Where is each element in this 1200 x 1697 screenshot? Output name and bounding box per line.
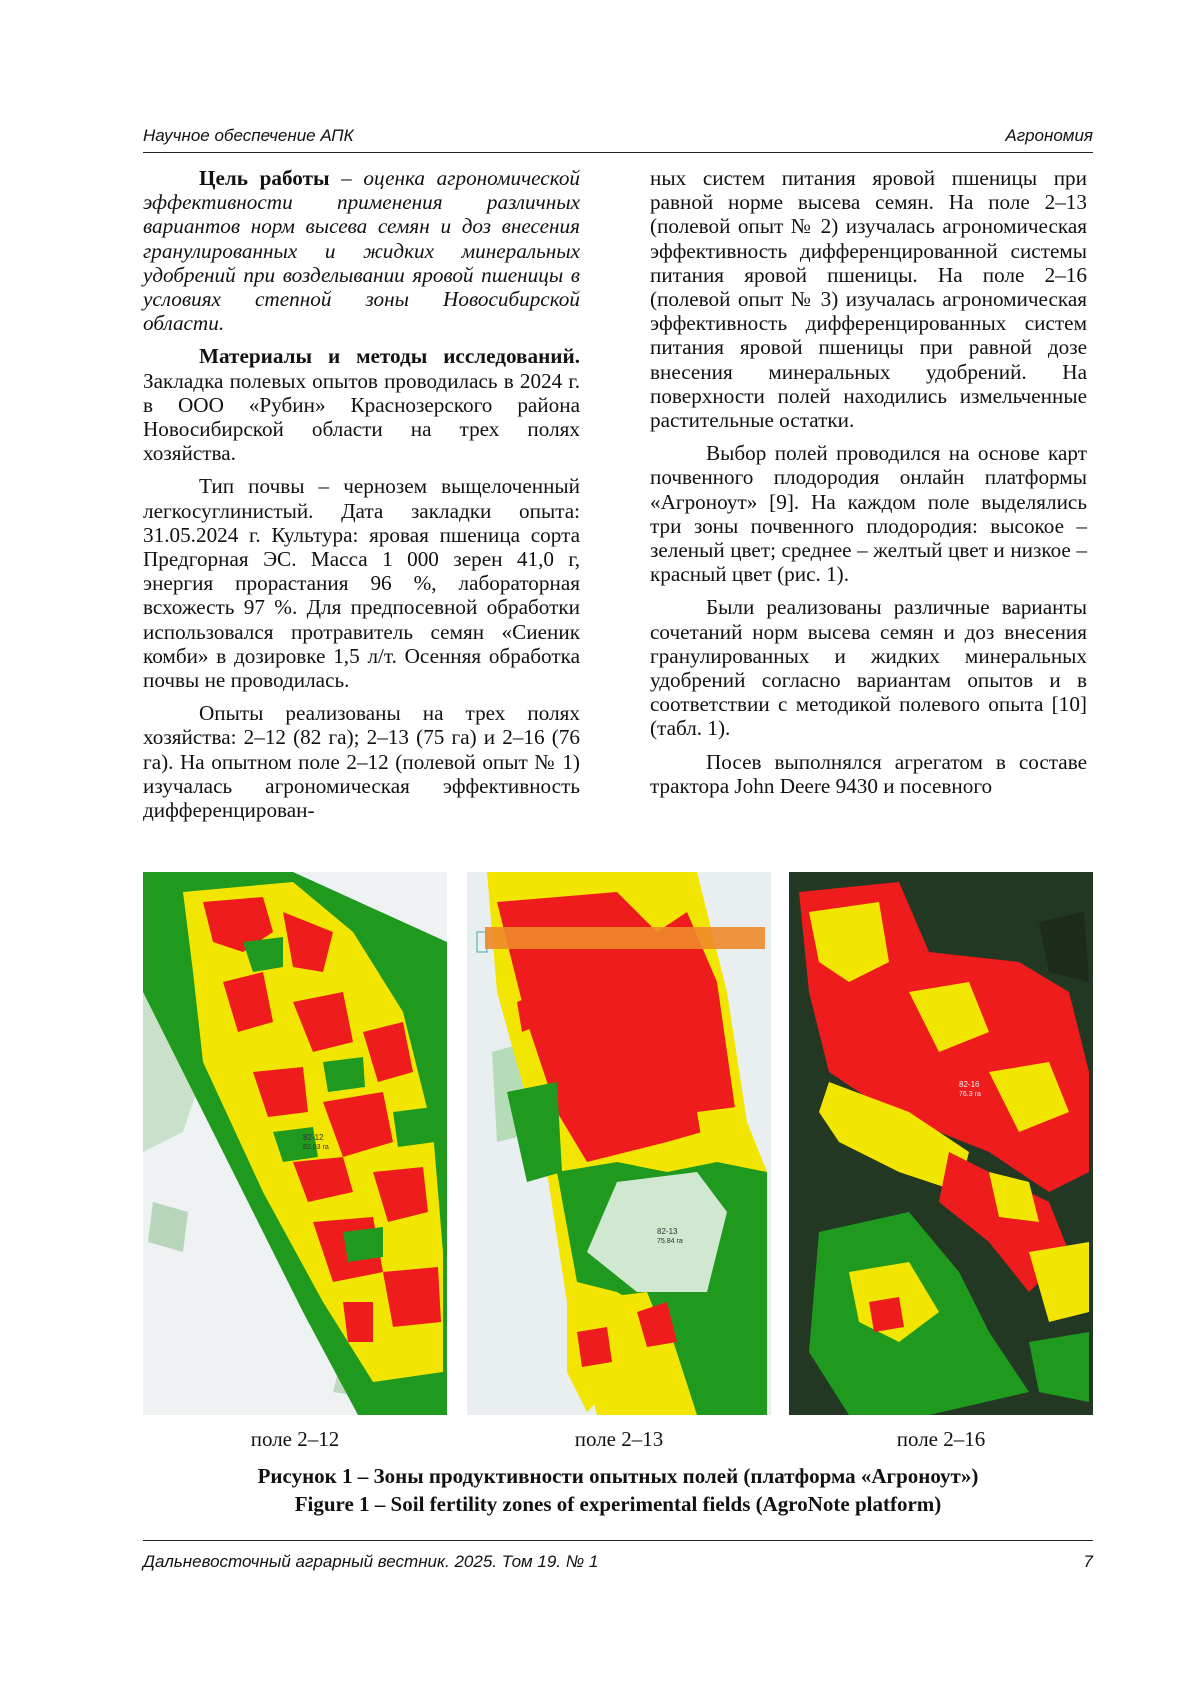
journal-citation: Дальневосточный аграрный вестник. 2025. Том 19. № 1 (143, 1552, 599, 1571)
header-section: Научное обеспечение АПК (143, 126, 354, 145)
right-column (650, 166, 1087, 807)
map-area-2-16: 76.3 га (959, 1091, 981, 1098)
figure-caption-en: Figure 1 – Soil fertility zones of experimental fields (AgroNote platform) (294, 1492, 942, 1516)
map-label-2-13: 82-13 (657, 1227, 678, 1236)
goal-dash: – (329, 166, 364, 190)
panel-caption-2-12: поле 2–12 (250, 1427, 340, 1451)
variants-paragraph: Были реализованы различные варианты сочетаний норм высева семян и доз внесения гранулированных и жидких минеральных удобрений согласно вариантам опытов и в соответствии с методикой полевого опыта [10] (табл. 1). (650, 595, 1087, 741)
fields-paragraph: Опыты реализованы на трех полях хозяйства: 2–12 (82 га); 2–13 (75 га) и 2–16 (76 га). На опытном поле 2–12 (полевой опыт № 1) изучалась агрономическая эффективность дифференцирован- (143, 701, 580, 823)
methods-paragraph (143, 344, 580, 465)
figure-panel-field-2-12 (143, 872, 447, 1415)
fertility-map-2-16 (789, 872, 1093, 1415)
methods-text: Закладка полевых опытов проводилась в 2024 г. в ООО «Рубин» Краснозерского района Новосибирской области на трех полях хозяйства. (143, 368, 580, 466)
map-label-2-12: 82-12 (303, 1133, 324, 1142)
methods-label: Материалы и методы исследований. (199, 344, 580, 369)
fertility-map-2-12 (143, 872, 447, 1415)
page-number: 7 (1083, 1552, 1093, 1571)
fertility-map-2-13 (467, 872, 771, 1415)
figure-caption-ru: Рисунок 1 – Зоны продуктивности опытных полей (платформа «Агроноут») (257, 1464, 979, 1488)
running-header (143, 126, 1093, 146)
map-label-2-16: 82-16 (959, 1080, 980, 1089)
nutrition-paragraph: ных систем питания яровой пшеницы при равной норме высева семян. На поле 2–13 (полевой опыт № 2) изучалась агрономическая эффективность дифференцированной системы питания яровой пшеницы. На поле 2–16 (полевой опыт № 3) изучалась агрономическая эффективность дифференцированных систем питания яровой пшеницы при равной дозе внесения минеральных удобрений. На поверхности полей находились измельченные растительные остатки. (650, 166, 1087, 433)
map-area-2-13: 75.84 га (657, 1238, 683, 1245)
running-footer (143, 1552, 1093, 1572)
field-choice-paragraph: Выбор полей проводился на основе карт почвенного плодородия онлайн платформы «Агроноут» [9]. На каждом поле выделялись три зоны почвенного плодородия: высокое – зеленый цвет; среднее – желтый цвет и низкое – красный цвет (рис. 1). (650, 441, 1087, 587)
left-column (143, 166, 580, 831)
header-rule (143, 152, 1093, 153)
figure-panel-field-2-16 (789, 872, 1093, 1415)
figure-panel-field-2-13 (467, 872, 771, 1415)
goal-label: Цель работы (199, 166, 330, 190)
map-area-2-12: 82.03 га (303, 1144, 329, 1151)
panel-caption-2-16: поле 2–16 (896, 1427, 986, 1451)
header-rubric: Агрономия (1005, 126, 1093, 145)
soil-paragraph: Тип почвы – чернозем выщелоченный легкосуглинистый. Дата закладки опыта: 31.05.2024 г. Культура: яровая пшеница сорта Предгорная ЭС. Масса 1 000 зерен 41,0 г, энергия прорастания 96 %, лабораторная всхожесть 97 %. Для предпосевной обработки использовался протравитель семян «Сиеник комби» в дозировке 1,5 л/т. Осенняя обработка почвы не проводилась. (143, 474, 580, 693)
goal-text: оценка агрономической эффективности применения различных вариантов норм высева семян и доз внесения гранулированных и жидких минеральных удобрений при возделывании яровой пшеницы в условиях степной зоны Новосибирской области. (143, 166, 581, 336)
sowing-paragraph: Посев выполнялся агрегатом в составе трактора John Deere 9430 и посевного (650, 749, 1087, 798)
panel-caption-2-13: поле 2–13 (574, 1427, 664, 1451)
goal-paragraph (143, 166, 580, 335)
footer-rule (143, 1540, 1093, 1541)
